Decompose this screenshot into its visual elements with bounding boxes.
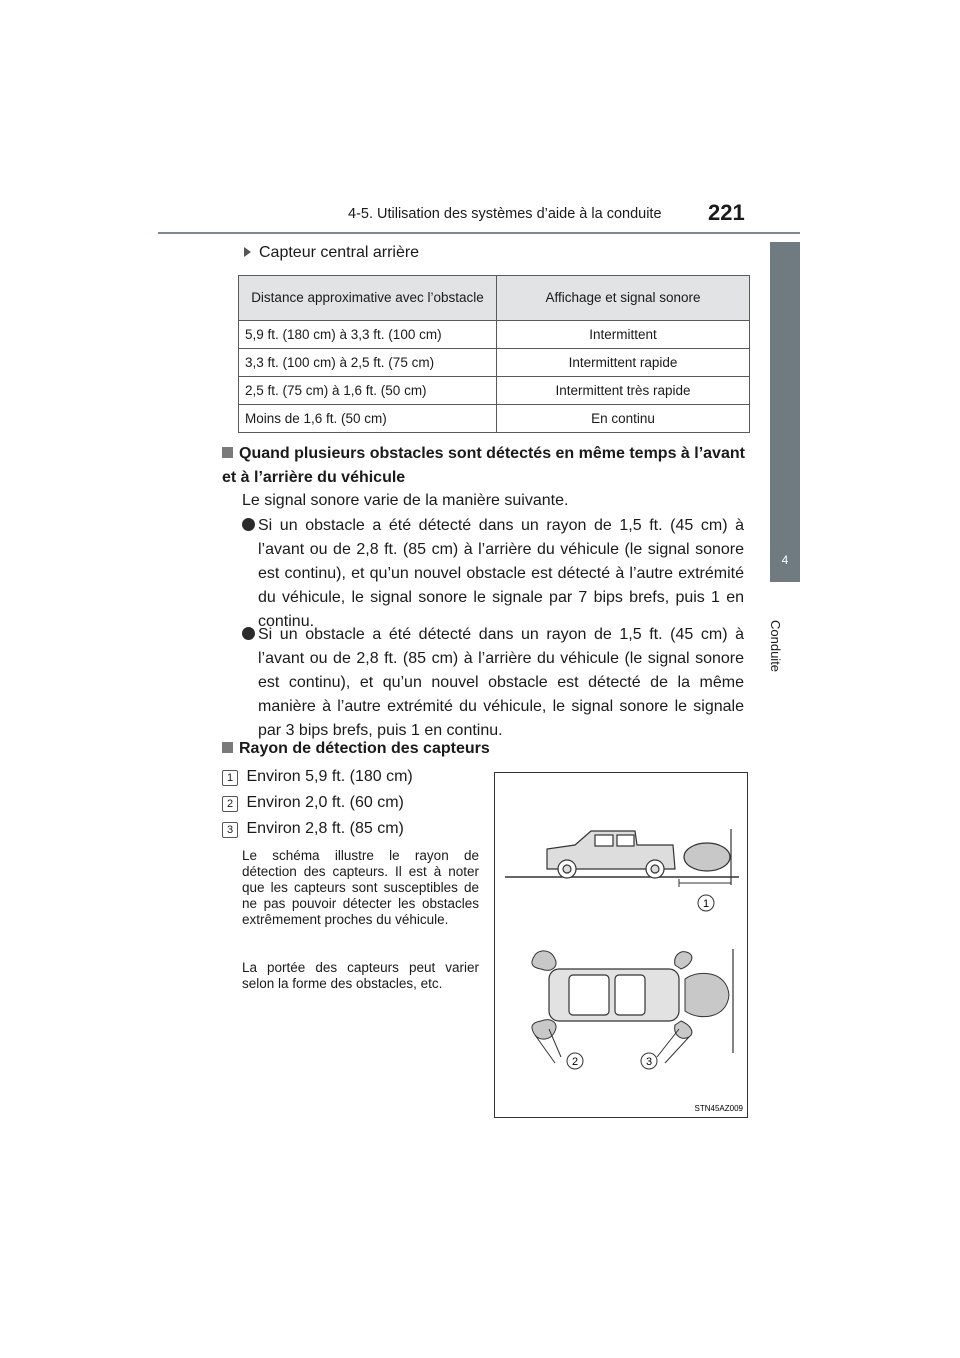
chapter-number: 4 xyxy=(781,553,789,567)
table-cell: Intermittent très rapide xyxy=(497,377,750,405)
section-heading-detection-range xyxy=(222,737,490,761)
list-item xyxy=(258,514,744,634)
section-intro: Le signal sonore varie de la manière suivante. xyxy=(242,492,569,509)
sensor-diagram xyxy=(495,773,747,1117)
dimension-line-3 xyxy=(665,1037,689,1063)
chapter-tab xyxy=(770,242,800,582)
list-item xyxy=(222,765,413,789)
header-title: 4-5. Utilisation des systèmes d’aide à la conduite xyxy=(348,206,662,222)
table-row xyxy=(239,377,750,405)
bullet-dot-icon xyxy=(242,627,255,640)
square-bullet-icon xyxy=(222,742,233,753)
table-row xyxy=(239,405,750,433)
page-number: 221 xyxy=(708,200,745,225)
callout-number: 1 xyxy=(222,770,238,786)
callout-3-label: 3 xyxy=(645,1056,653,1068)
list-item xyxy=(222,817,404,841)
list-item xyxy=(222,791,404,815)
section-heading-text: Rayon de détection des capteurs xyxy=(239,740,490,757)
note-sensor-range: La portée des capteurs peut varier selon la forme des obstacles, etc. xyxy=(242,960,479,991)
truck-top-view-icon xyxy=(549,969,679,1021)
triangle-bullet-icon xyxy=(244,247,251,257)
truck-side-view-icon xyxy=(547,831,675,878)
distance-table xyxy=(238,275,750,433)
table-header-distance: Distance approximative avec l’obstacle xyxy=(239,276,497,321)
detection-zone-front-left xyxy=(532,951,556,970)
detection-zone-rear-right xyxy=(675,1021,692,1038)
table-cell: 2,5 ft. (75 cm) à 1,6 ft. (50 cm) xyxy=(239,377,497,405)
figure-code: STN45AZ009 xyxy=(694,1104,743,1113)
chapter-label: Conduite xyxy=(768,620,783,673)
list-item-text: Environ 2,0 ft. (60 cm) xyxy=(246,794,404,811)
sensor-range-figure xyxy=(494,772,748,1118)
callout-2-label: 2 xyxy=(571,1056,579,1068)
detection-zone-rear xyxy=(684,843,730,871)
table-header-row xyxy=(239,276,750,321)
bullet-dot-icon xyxy=(242,518,255,531)
list-item-text: Si un obstacle a été détecté dans un rayon de 1,5 ft. (45 cm) à l’avant ou de 2,8 ft. (85 cm) à l’arrière du véhicule (le signal sonore est continu), et qu’un nouvel obstacle est détecté de la même manière à l’autre extrémité du véhicule, le signal sonore le signale par 3 bips brefs, puis 1 en continu. xyxy=(258,626,744,739)
note-detection-diagram: Le schéma illustre le rayon de détection des capteurs. Il est à noter que les capteurs sont susceptibles de ne pas pouvoir détecter les obstacles extrêmement proches du véhicule. xyxy=(242,848,479,927)
list-item-text: Environ 5,9 ft. (180 cm) xyxy=(246,768,413,785)
header-rule xyxy=(158,232,800,234)
table-cell: En continu xyxy=(497,405,750,433)
table-header-signal: Affichage et signal sonore xyxy=(497,276,750,321)
table-cell: Intermittent rapide xyxy=(497,349,750,377)
section-heading-multiple-obstacles xyxy=(222,442,750,490)
list-item xyxy=(258,623,744,743)
callout-number: 2 xyxy=(222,796,238,812)
section-heading-text: Quand plusieurs obstacles sont détectés en même temps à l’avant et à l’arrière du véhicule xyxy=(222,445,745,486)
callout-1-label: 1 xyxy=(702,898,710,910)
list-item-text: Environ 2,8 ft. (85 cm) xyxy=(246,820,404,837)
table-cell: Moins de 1,6 ft. (50 cm) xyxy=(239,405,497,433)
table-cell: Intermittent xyxy=(497,321,750,349)
table-cell: 5,9 ft. (180 cm) à 3,3 ft. (100 cm) xyxy=(239,321,497,349)
detection-zone-rear-left xyxy=(675,952,692,969)
detection-zone-rear-center xyxy=(685,973,729,1016)
subsection-text: Capteur central arrière xyxy=(259,244,420,261)
subsection-title xyxy=(244,244,419,262)
table-row xyxy=(239,321,750,349)
table-cell: 3,3 ft. (100 cm) à 2,5 ft. (75 cm) xyxy=(239,349,497,377)
callout-number: 3 xyxy=(222,822,238,838)
list-item-text: Si un obstacle a été détecté dans un rayon de 1,5 ft. (45 cm) à l’avant ou de 2,8 ft. (85 cm) à l’arrière du véhicule (le signal sonore est continu), et qu’un nouvel obstacle est détecté à l’autre extrémité du véhicule, le signal sonore le signale par 7 bips brefs, puis 1 en continu. xyxy=(258,517,744,630)
table-row xyxy=(239,349,750,377)
square-bullet-icon xyxy=(222,447,233,458)
